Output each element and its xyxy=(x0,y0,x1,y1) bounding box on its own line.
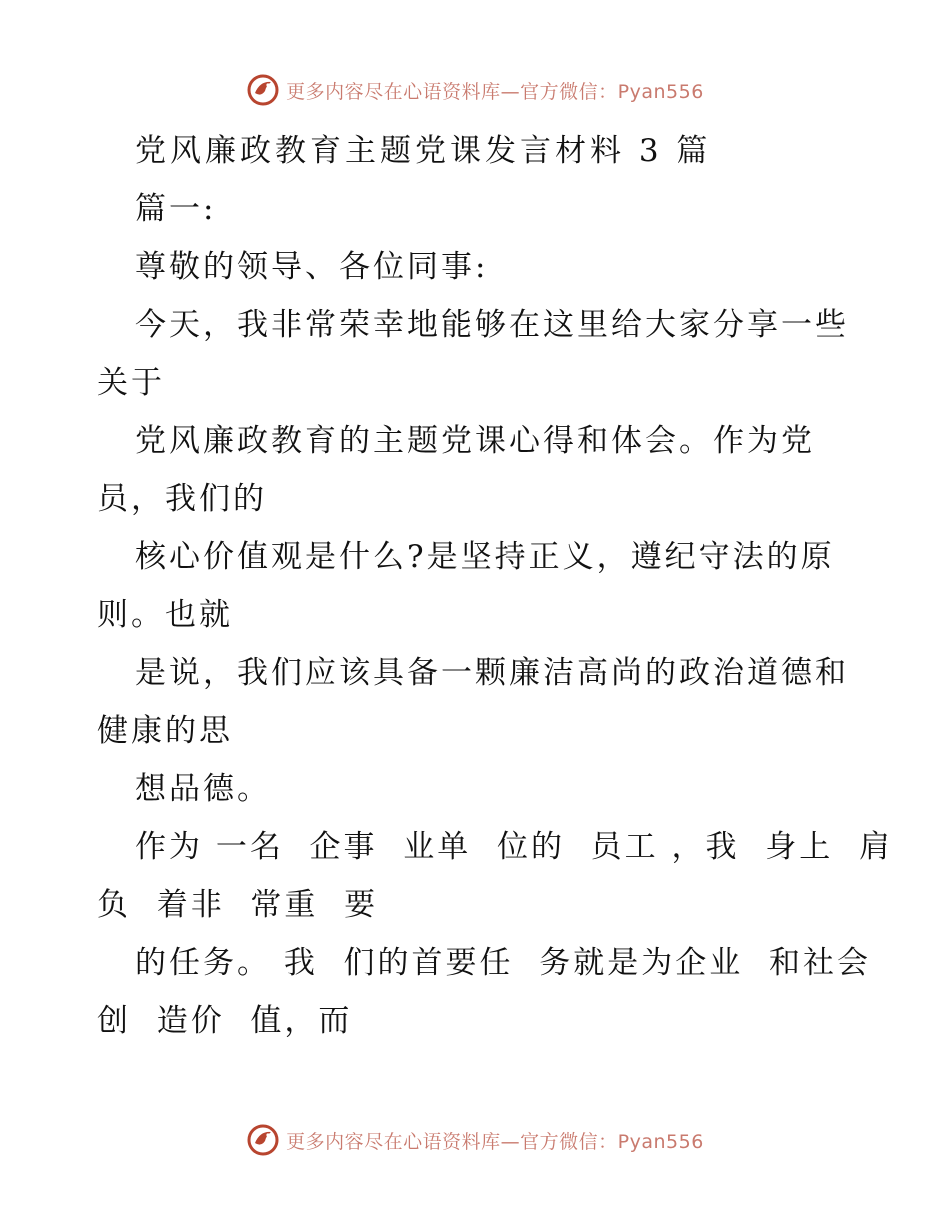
red-bird-logo-icon xyxy=(246,73,280,107)
document-body xyxy=(97,122,893,1050)
paragraph-line: 是说，我们应该具备一颗廉洁高尚的政治道德和 xyxy=(135,655,849,691)
paragraph-line: 的任务。 我 们的首要任 务就是为企业 和社会 xyxy=(135,945,871,981)
paragraph-line: 关于 xyxy=(97,365,165,401)
paragraph-line: 则。也就 xyxy=(97,597,233,633)
salutation: 尊敬的领导、各位同事: xyxy=(135,249,489,285)
document-title: 党风廉政教育主题党课发言材料 3 篇 xyxy=(135,133,712,169)
paragraph-line: 创 造价 值，而 xyxy=(97,1003,353,1039)
header-watermark-banner xyxy=(0,70,950,110)
paragraph-line: 想品德。 xyxy=(135,771,271,807)
header-watermark-text: 更多内容尽在心语资料库—官方微信：Pyan556 xyxy=(286,80,704,103)
paragraph-line: 作为 一名 企事 业单 位的 员工 ，我 身上 肩 xyxy=(135,829,893,865)
paragraph-line: 健康的思 xyxy=(97,713,233,749)
paragraph-line: 今天，我非常荣幸地能够在这里给大家分享一些 xyxy=(135,307,849,343)
footer-watermark-banner xyxy=(0,1120,950,1160)
section-heading: 篇一: xyxy=(135,191,217,227)
paragraph-line: 党风廉政教育的主题党课心得和体会。作为党 xyxy=(135,423,815,459)
red-bird-logo-icon xyxy=(246,1123,280,1157)
paragraph-line: 核心价值观是什么?是坚持正义，遵纪守法的原 xyxy=(135,539,835,575)
footer-watermark-text: 更多内容尽在心语资料库—官方微信：Pyan556 xyxy=(286,1130,704,1153)
paragraph-line: 负 着非 常重 要 xyxy=(97,887,379,923)
paragraph-line: 员，我们的 xyxy=(97,481,267,517)
